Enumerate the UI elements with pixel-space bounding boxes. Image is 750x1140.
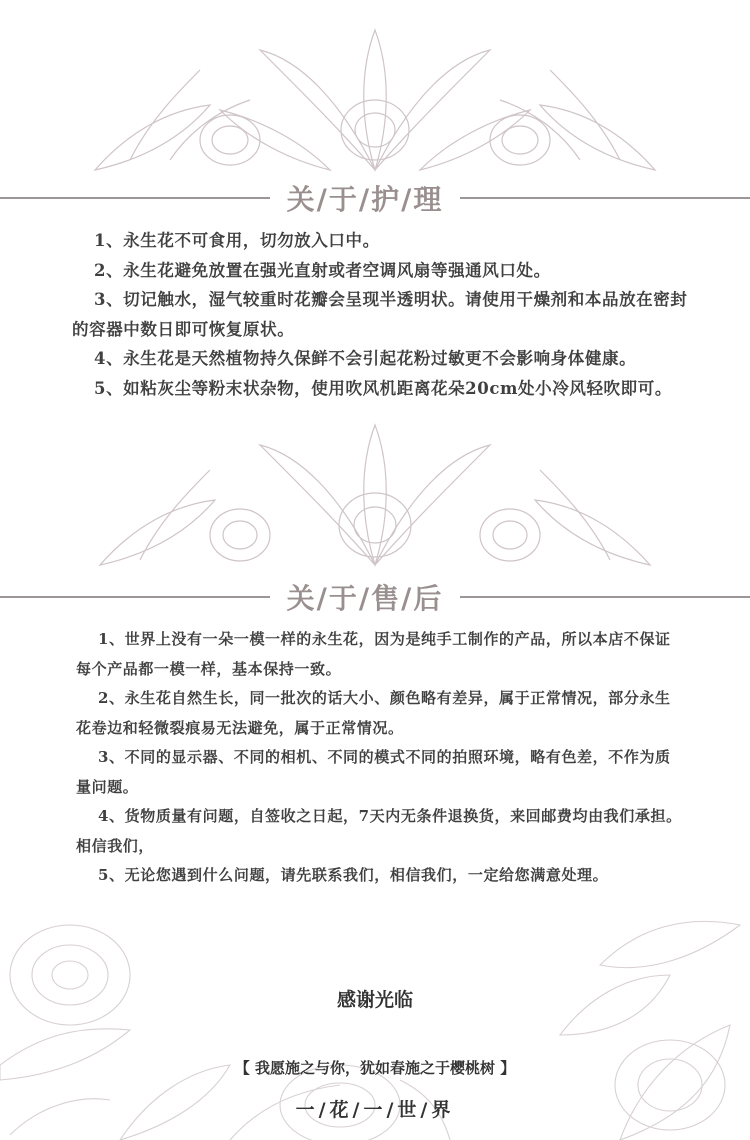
after-sales-item-4: 4、货物质量有问题，自签收之日起，7天内无条件退换货，来回邮费均由我们承担。相信我们，: [76, 807, 682, 855]
divider-line-right: [460, 596, 750, 598]
after-sales-item-1: 1、世界上没有一朵一模一样的永生花，因为是纯手工制作的产品，所以本店不保证每个产品都一模一样，基本保持一致。: [76, 630, 671, 678]
care-item-2: 2、永生花避免放置在强光直射或者空调风扇等强通风口处。: [94, 260, 551, 280]
care-section-title: 关/于/护/理: [286, 183, 444, 216]
care-item-5: 5、如粘灰尘等粉末状杂物，使用吹风机距离花朵20cm处小冷风轻吹即可。: [94, 378, 672, 398]
after-sales-list: [76, 625, 686, 891]
after-sales-item-2: 2、永生花自然生长，同一批次的话大小、颜色略有差异，属于正常情况，部分永生花卷边和轻微裂痕易无法避免，属于正常情况。: [76, 689, 671, 737]
divider-line-right: [460, 197, 750, 199]
motto-text: 【 我愿施之与你，犹如春施之于樱桃树 】: [234, 1059, 516, 1077]
care-item-3: 3、切记触水，湿气较重时花瓣会呈现半透明状。请使用干燥剂和本品放在密封的容器中数日即可恢复原状。: [72, 290, 688, 339]
care-item-1: 1、永生花不可食用，切勿放入口中。: [94, 231, 380, 250]
floral-decoration-top: [0, 10, 750, 175]
floral-decoration-middle: [0, 410, 750, 570]
divider-line-left: [0, 596, 270, 598]
divider-line-left: [0, 197, 270, 199]
after-sales-section-title: 关/于/售/后: [286, 582, 444, 615]
after-sales-item-5: 5、无论您遇到什么问题，请先联系我们，相信我们，一定给您满意处理。: [98, 866, 609, 884]
care-section-header: [0, 178, 750, 218]
care-list: [72, 226, 692, 403]
after-sales-section-header: [0, 577, 750, 617]
thanks-text: 感谢光临: [336, 989, 413, 1011]
after-sales-item-3: 3、不同的显示器、不同的相机、不同的模式不同的拍照环境，略有色差，不作为质量问题。: [76, 748, 671, 796]
care-item-4: 4、永生花是天然植物持久保鲜不会引起花粉过敏更不会影响身体健康。: [94, 349, 637, 368]
slogan-text: 一/花/一/世/界: [295, 1099, 455, 1121]
